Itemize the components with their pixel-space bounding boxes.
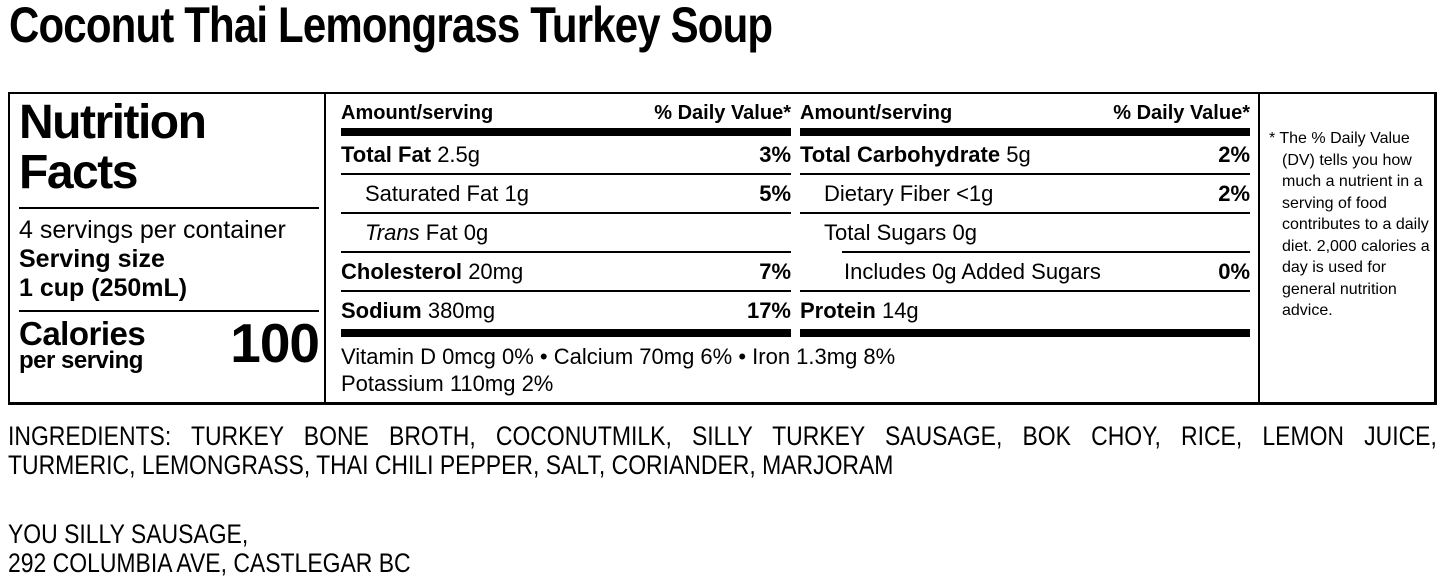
row-total-carbohydrate: Total Carbohydrate 5g 2% bbox=[800, 141, 1250, 167]
daily-value: 17% bbox=[746, 297, 791, 323]
amount-per-serving-header: Amount/serving bbox=[800, 102, 953, 124]
amount-per-serving-header: Amount/serving bbox=[341, 102, 494, 124]
serving-size-label: Serving size bbox=[19, 245, 165, 273]
row-cholesterol: Cholesterol 20mg 7% bbox=[341, 258, 791, 284]
row-sodium: Sodium 380mg 17% bbox=[341, 297, 791, 323]
thick-divider bbox=[800, 128, 1250, 136]
calories-label-stack bbox=[19, 315, 146, 374]
nutrition-facts-heading-line1: Nutrition bbox=[19, 96, 206, 149]
row-total-fat: Total Fat 2.5g 3% bbox=[341, 141, 791, 167]
column-header bbox=[800, 104, 1250, 128]
ingredients-line2: TURMERIC, LEMONGRASS, THAI CHILI PEPPER, SALT, CORIANDER, MARJORAM bbox=[8, 450, 894, 480]
column-header bbox=[341, 104, 791, 128]
daily-value: 3% bbox=[759, 141, 791, 167]
daily-value-header: % Daily Value* bbox=[654, 102, 791, 124]
calories-sublabel: per serving bbox=[19, 347, 143, 374]
daily-value: 7% bbox=[759, 258, 791, 284]
daily-value: 2% bbox=[1218, 141, 1250, 167]
thick-divider bbox=[341, 329, 791, 337]
daily-value: 2% bbox=[1218, 180, 1250, 206]
row-dietary-fiber: Dietary Fiber <1g 2% bbox=[824, 180, 1250, 206]
row-saturated-fat: Saturated Fat 1g 5% bbox=[365, 180, 791, 206]
micronutrients-line2: Potassium 110mg 2% bbox=[341, 371, 554, 396]
micronutrients bbox=[341, 343, 895, 397]
daily-value-footnote: * The % Daily Value (DV) tells you how much a nutrient in a serving of food contributes to a daily diet. 2,000 calories a day is used for general nutrition advice. bbox=[1269, 130, 1430, 319]
divider bbox=[19, 207, 319, 209]
nutrition-facts-heading-line2: Facts bbox=[19, 146, 137, 199]
serving-size-value: 1 cup (250mL) bbox=[19, 274, 188, 302]
manufacturer-address: 292 COLUMBIA AVE, CASTLEGAR BC bbox=[8, 548, 411, 578]
nutrient-column-1 bbox=[341, 104, 791, 337]
ingredients-list bbox=[8, 422, 1437, 480]
servings-per-container: 4 servings per container bbox=[19, 216, 286, 244]
vertical-divider bbox=[1258, 94, 1260, 402]
product-title: Coconut Thai Lemongrass Turkey Soup bbox=[9, 0, 773, 53]
row-total-sugars: Total Sugars 0g bbox=[824, 219, 977, 245]
daily-value: 5% bbox=[759, 180, 791, 206]
nutrition-facts-left-panel bbox=[19, 98, 319, 373]
row-trans-fat: Trans Fat 0g bbox=[365, 219, 489, 245]
thick-divider bbox=[341, 128, 791, 136]
ingredients-line1: INGREDIENTS: TURKEY BONE BROTH, COCONUTMILK, SILLY TURKEY SAUSAGE, BOK CHOY, RICE, LEMON JUICE, bbox=[8, 421, 1437, 451]
manufacturer-info bbox=[8, 520, 1437, 578]
daily-value-header: % Daily Value* bbox=[1113, 102, 1250, 124]
calories-row bbox=[19, 312, 319, 374]
manufacturer-name: YOU SILLY SAUSAGE, bbox=[8, 519, 249, 549]
micronutrients-line1: Vitamin D 0mcg 0% • Calcium 70mg 6% • Iron 1.3mg 8% bbox=[341, 344, 896, 369]
thick-divider bbox=[800, 329, 1250, 337]
row-protein: Protein 14g bbox=[800, 297, 919, 323]
calories-label: Calories bbox=[19, 315, 146, 352]
row-added-sugars: Includes 0g Added Sugars 0% bbox=[844, 258, 1250, 284]
vertical-divider bbox=[324, 94, 326, 402]
calories-value: 100 bbox=[230, 312, 319, 374]
nutrition-facts-box bbox=[8, 92, 1437, 405]
daily-value: 0% bbox=[1218, 258, 1250, 284]
nutrient-column-2 bbox=[800, 104, 1250, 337]
